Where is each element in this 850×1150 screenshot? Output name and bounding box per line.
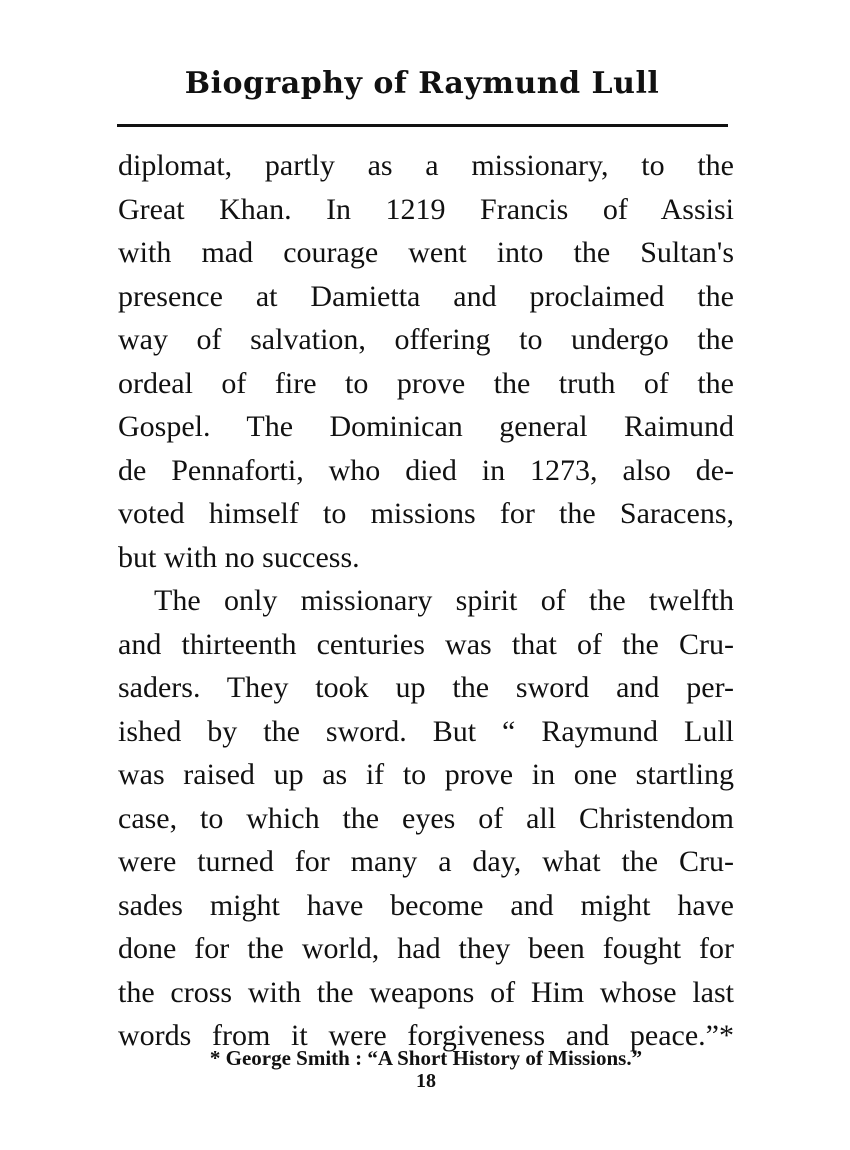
text-line: but with no success. [118,540,360,574]
paragraph-2 [118,579,734,1058]
paragraph-1 [118,144,734,579]
text-line: the cross with the weapons of Him whose last [118,975,734,1009]
text-line: Gospel. The Dominican general Raimund [118,410,734,443]
text-line: Great Khan. In 1219 Francis of Assisi [118,192,734,226]
text-line: de Pennaforti, who died in 1273, also de- [118,453,734,487]
text-line: way of salvation, offering to undergo the [118,323,734,356]
running-title: Biography of Raymund Lull [184,66,660,101]
text-line: done for the world, had they been fought for [118,932,734,965]
text-line: were turned for many a day, what the Cru- [118,845,734,878]
text-line: voted himself to missions for the Saracens, [118,497,734,530]
text-line: presence at Damietta and proclaimed the [118,279,734,313]
page-number: 18 [416,1070,436,1092]
text-line: The only missionary spirit of the twelfth [154,584,734,617]
text-line: ished by the sword. But “ Raymund Lull [118,714,734,748]
text-line: and thirteenth centuries was that of the Cru- [118,627,734,661]
text-line: was raised up as if to prove in one startling [118,758,734,791]
text-line: with mad courage went into the Sultan's [118,236,734,269]
text-line: case, to which the eyes of all Christendom [118,801,734,835]
body-text [118,144,734,1058]
text-line: words from it were forgiveness and peace.”* [118,1019,734,1052]
text-line: saders. They took up the sword and per- [118,671,734,704]
header-rule [117,124,728,127]
text-line: sades might have become and might have [118,888,734,922]
text-line: diplomat, partly as a missionary, to the [118,149,734,182]
text-line: ordeal of fire to prove the truth of the [118,366,734,400]
footnote: * George Smith : “A Short History of Missions.” [209,1046,643,1070]
